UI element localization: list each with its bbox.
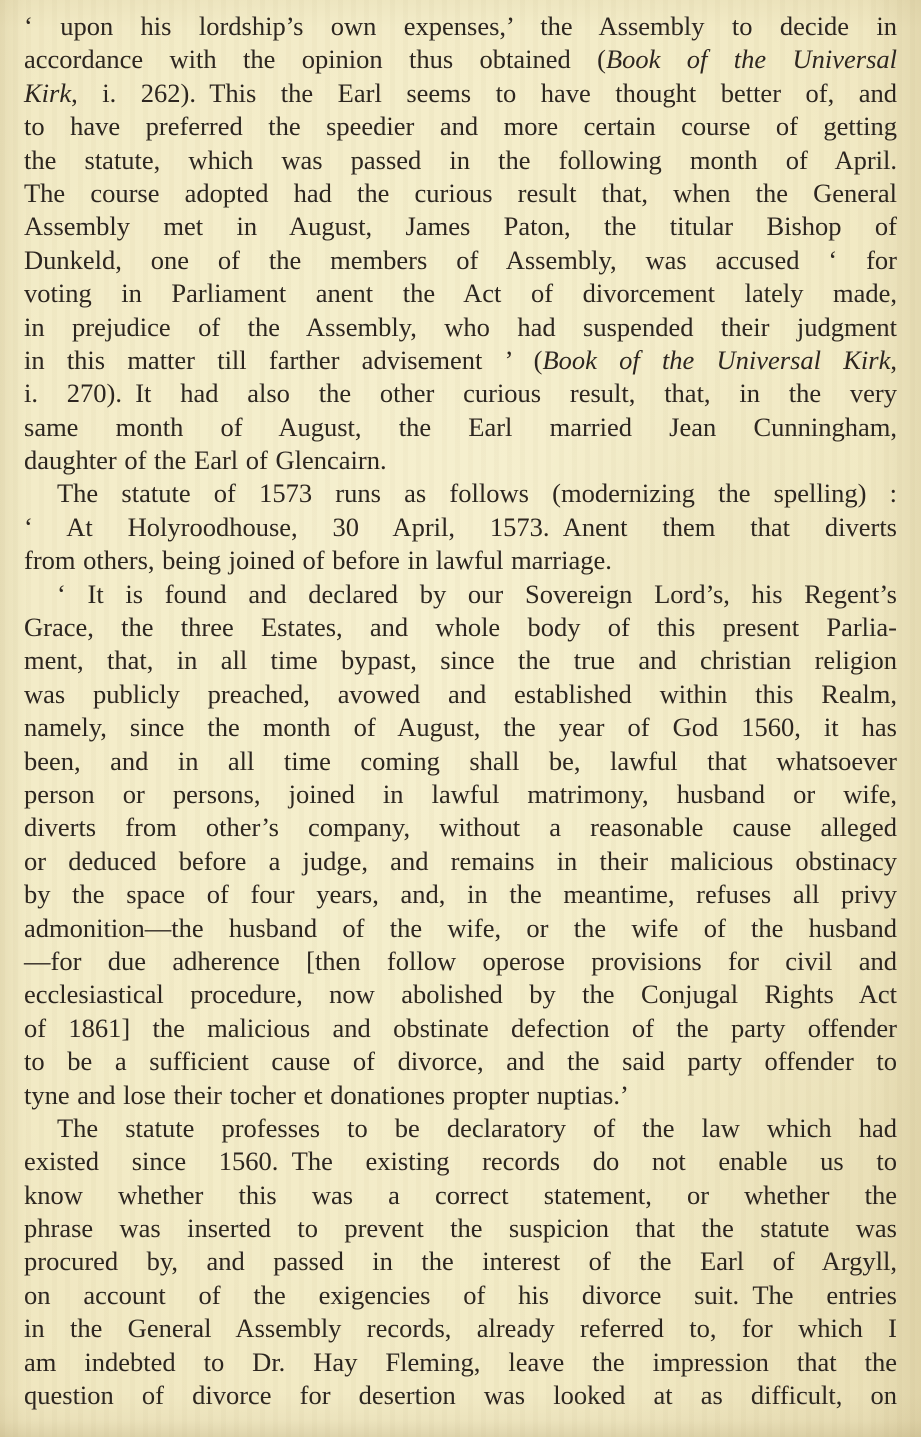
text-segment: to be a sufficient cause of divorce, and the said party offender to [24,1046,897,1077]
text-line [24,43,897,76]
text-segment: on account of the exigencies of his divorce suit. The entries [24,1279,897,1310]
text-segment: namely, since the month of August, the year of God 1560, it has [24,712,897,743]
text-segment: or deduced before a judge, and remains in their malicious obstinacy [24,845,897,876]
text-segment: ecclesiastical procedure, now abolished by the Conjugal Rights Act [24,979,897,1010]
text-segment: —for due adherence [then follow operose provisions for civil and [24,945,897,976]
text-segment: The course adopted had the curious result that, when the General [24,177,897,208]
text-segment: ment, that, in all time bypast, since the true and christian religion [24,645,897,676]
text-line [24,1045,897,1078]
text-segment: The statute of 1573 runs as follows (modernizing the spelling) : [57,478,897,509]
text-segment: ‘ At Holyroodhouse, 30 April, 1573. Anent them that diverts [24,511,897,542]
text-segment: admonition—the husband of the wife, or the wife of the husband [24,912,897,943]
text-line [24,1079,897,1112]
text-line [24,277,897,310]
text-segment: phrase was inserted to prevent the suspicion that the statute was [24,1213,897,1244]
text-segment: ‘ It is found and declared by our Sovereign Lord’s, his Regent’s [57,578,897,609]
text-line [24,845,897,878]
italic-text-segment: Book of the Universal [605,44,897,75]
text-line [24,1212,897,1245]
text-line [24,811,897,844]
text-line [24,1279,897,1312]
text-line [24,1112,897,1145]
text-segment: the statute, which was passed in the following month of April. [24,144,897,175]
text-line [24,544,897,577]
text-segment: , [890,344,897,375]
text-line [24,144,897,177]
text-segment: The statute professes to be declaratory of the law which had [57,1112,897,1143]
text-segment: in this matter till farther advisement ’ ( [24,344,543,375]
text-segment: i. 270). It had also the other curious result, that, in the very [24,378,897,409]
page-text [24,10,897,1412]
italic-text-segment: Kirk [24,77,72,108]
text-segment: same month of August, the Earl married Jean Cunningham, [24,411,897,442]
text-segment: accordance with the opinion thus obtained ( [24,44,606,75]
text-segment: in prejudice of the Assembly, who had suspended their judgment [24,311,897,342]
text-segment: been, and in all time coming shall be, lawful that whatsoever [24,745,897,776]
text-line [24,678,897,711]
text-line [24,1179,897,1212]
text-line [24,311,897,344]
text-segment: know whether this was a correct statement, or whether the [24,1179,897,1210]
text-line [24,10,897,43]
text-segment: existed since 1560. The existing records do not enable us to [24,1146,897,1177]
text-line [24,511,897,544]
text-segment: voting in Parliament anent the Act of divorcement lately made, [24,278,897,309]
text-segment: to have preferred the speedier and more certain course of getting [24,111,897,142]
text-segment: procured by, and passed in the interest of the Earl of Argyll, [24,1246,897,1277]
text-line [24,745,897,778]
text-segment: Assembly met in August, James Paton, the titular Bishop of [24,211,897,242]
text-segment: Dunkeld, one of the members of Assembly, was accused ‘ for [24,244,897,275]
text-segment: tyne and lose their tocher et donationes propter nuptias.’ [24,1079,629,1110]
text-line [24,210,897,243]
text-line [24,444,897,477]
text-line [24,778,897,811]
text-line [24,411,897,444]
text-segment: was publicly preached, avowed and established within this Realm, [24,678,897,709]
text-line [24,377,897,410]
text-line [24,344,897,377]
italic-text-segment: Book of the Universal Kirk [542,344,891,375]
text-line [24,578,897,611]
text-line [24,878,897,911]
text-line [24,110,897,143]
text-segment: in the General Assembly records, already referred to, for which I [24,1313,897,1344]
text-segment: from others, being joined of before in lawful marriage. [24,545,612,576]
text-line [24,1346,897,1379]
text-segment: of 1861] the malicious and obstinate defection of the party offender [24,1012,897,1043]
text-line [24,1245,897,1278]
text-segment: daughter of the Earl of Glencairn. [24,445,387,476]
text-line [24,477,897,510]
text-line [24,611,897,644]
text-line [24,978,897,1011]
text-segment: question of divorce for desertion was looked at as difficult, on [24,1380,897,1411]
text-line [24,945,897,978]
text-segment: , i. 262). This the Earl seems to have thought better of, and [71,77,897,108]
text-line [24,912,897,945]
text-line [24,644,897,677]
text-segment: Grace, the three Estates, and whole body of this present Parlia- [24,612,897,643]
text-line [24,244,897,277]
text-line [24,1012,897,1045]
text-line [24,711,897,744]
text-segment: am indebted to Dr. Hay Fleming, leave the impression that the [24,1346,897,1377]
text-line [24,1145,897,1178]
text-line [24,177,897,210]
text-segment: by the space of four years, and, in the meantime, refuses all privy [24,879,897,910]
text-segment: ‘ upon his lordship’s own expenses,’ the Assembly to decide in [24,11,897,41]
text-line [24,1312,897,1345]
text-line [24,77,897,110]
text-line [24,1379,897,1412]
text-segment: diverts from other’s company, without a reasonable cause alleged [24,812,897,843]
text-segment: person or persons, joined in lawful matrimony, husband or wife, [24,778,897,809]
